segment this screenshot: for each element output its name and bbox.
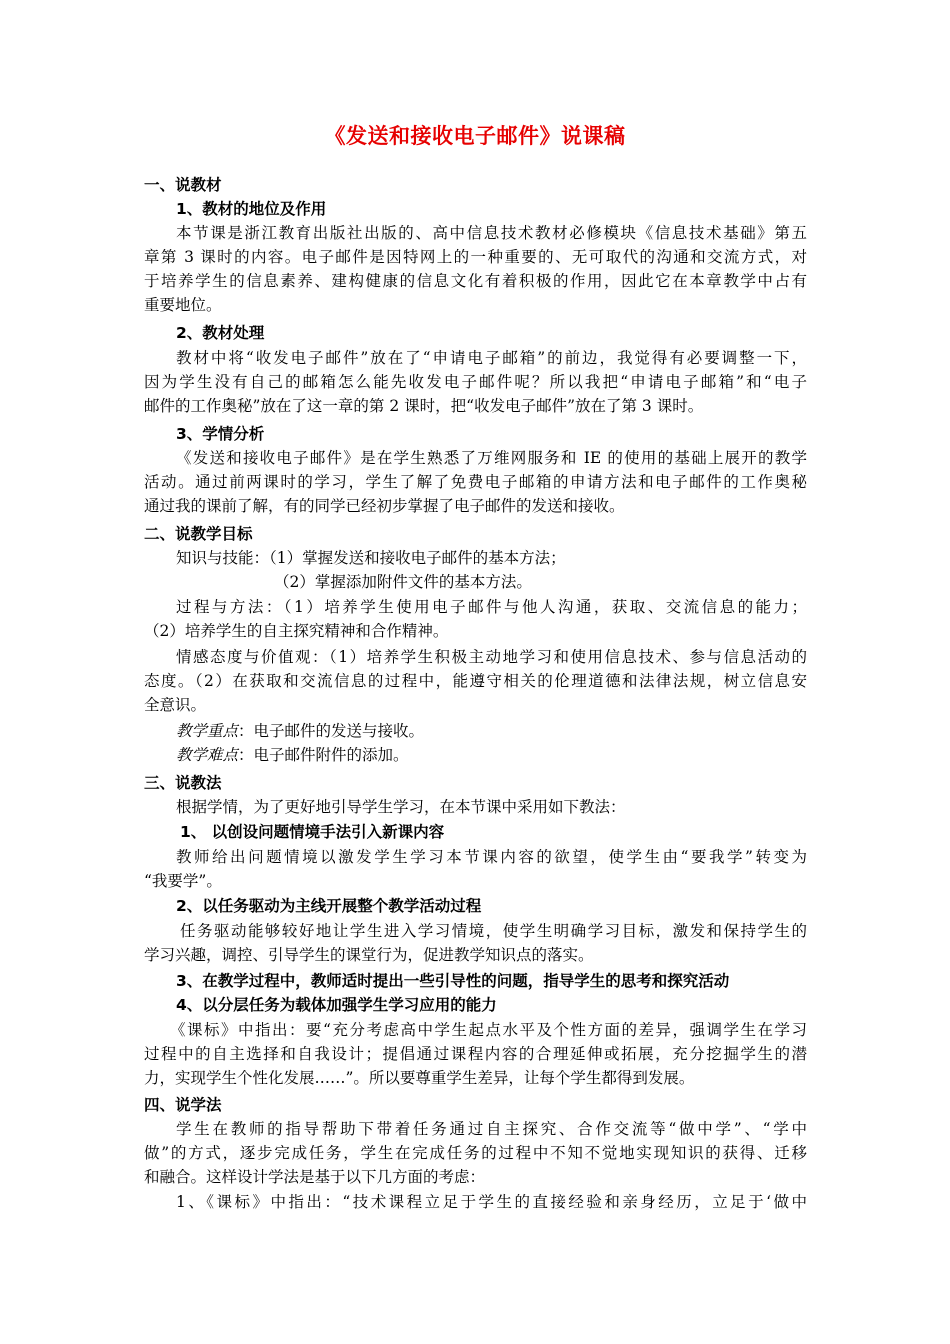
difficult-point-line — [176, 743, 409, 767]
objective-line: （2）掌握添加附件文件的基本方法。 — [274, 573, 532, 591]
objective-line: 过程与方法：（1）培养学生使用电子邮件与他人沟通，获取、交流信息的能力； — [176, 598, 807, 616]
paragraph-line: 1、《课标》中指出：“技术课程立足于学生的直接经验和亲身经历，立足于‘做中 — [176, 1193, 807, 1211]
paragraph-line: 力，实现学生个性化发展……”。所以要尊重学生差异，让每个学生都得到发展。 — [144, 1069, 695, 1087]
paragraph-line: 《课标》中指出：要“充分考虑高中学生起点水平及个性方面的差异，强调学生在学习 — [170, 1021, 807, 1039]
paragraph-line: 教师给出问题情境以激发学生学习本节课内容的欲望，使学生由“要我学”转变为 — [176, 848, 807, 866]
paragraph-line: 重要地位。 — [144, 296, 222, 314]
objective-line: 全意识。 — [144, 696, 207, 714]
key-point-label: 教学重点 — [176, 722, 239, 740]
key-point-text: ：电子邮件的发送与接收。 — [238, 722, 425, 740]
heading-section-2: 二、说教学目标 — [144, 525, 253, 543]
difficult-point-text: ：电子邮件附件的添加。 — [238, 746, 409, 764]
objective-line: （2）培养学生的自主探究精神和合作精神。 — [144, 622, 449, 640]
paragraph-line: 章第 3 课时的内容。电子邮件是因特网上的一种重要的、无可取代的沟通和交流方式，对 — [144, 248, 807, 266]
heading-section-1: 一、说教材 — [144, 176, 222, 194]
subheading-1-2: 2、教材处理 — [176, 324, 265, 342]
paragraph-line: 和融合。这样设计学法是基于以下几方面的考虑： — [144, 1168, 486, 1186]
subheading-3-1: 1、 以创设问题情境手法引入新课内容 — [180, 823, 445, 841]
heading-section-3: 三、说教法 — [144, 774, 222, 792]
subheading-1-1: 1、教材的地位及作用 — [176, 200, 327, 218]
paragraph-line: 通过我的课前了解，有的同学已经初步掌握了电子邮件的发送和接收。 — [144, 497, 625, 515]
paragraph-line: 教材中将“收发电子邮件”放在了“申请电子邮箱”的前边，我觉得有必要调整一下， — [176, 349, 807, 367]
paragraph-line: 活动。通过前两课时的学习，学生了解了免费电子邮箱的申请方法和电子邮件的工作奥秘 — [144, 473, 807, 491]
subheading-1-3: 3、学情分析 — [176, 425, 265, 443]
paragraph-line: 邮件的工作奥秘”放在了这一章的第 2 课时，把“收发电子邮件”放在了第 3 课时。 — [144, 397, 704, 415]
subheading-3-4: 4、以分层任务为载体加强学生学习应用的能力 — [176, 996, 497, 1014]
objective-line: 情感态度与价值观：（1）培养学生积极主动地学习和使用信息技术、参与信息活动的 — [176, 648, 807, 666]
paragraph-line: 《发送和接收电子邮件》是在学生熟悉了万维网服务和 IE 的使用的基础上展开的教学 — [176, 449, 807, 467]
paragraph-line: 做”的方式，逐步完成任务，学生在完成任务的过程中不知不觉地实现知识的获得、迁移 — [144, 1144, 807, 1162]
paragraph-line: 任务驱动能够较好地让学生进入学习情境，使学生明确学习目标，激发和保持学生的 — [180, 922, 807, 940]
paragraph-line: “我要学”。 — [144, 872, 222, 890]
objective-line: 知识与技能：（1）掌握发送和接收电子邮件的基本方法； — [176, 549, 566, 567]
subheading-3-3: 3、在教学过程中，教师适时提出一些引导性的问题，指导学生的思考和探究活动 — [176, 972, 730, 990]
document-title: 《发送和接收电子邮件》说课稿 — [324, 124, 626, 148]
objective-line: 态度。（2）在获取和交流信息的过程中，能遵守相关的伦理道德和法律法规，树立信息安 — [144, 672, 807, 690]
paragraph-line: 学习兴趣，调控、引导学生的课堂行为，促进教学知识点的落实。 — [144, 946, 594, 964]
paragraph-line: 过程中的自主选择和自我设计；提倡通过课程内容的合理延伸或拓展，充分挖掘学生的潜 — [144, 1045, 807, 1063]
subheading-3-2: 2、以任务驱动为主线开展整个教学活动过程 — [176, 897, 482, 915]
paragraph-line: 于培养学生的信息素养、建构健康的信息文化有着积极的作用，因此它在本章教学中占有 — [144, 272, 807, 290]
heading-section-4: 四、说学法 — [144, 1096, 222, 1114]
paragraph-line: 根据学情，为了更好地引导学生学习，在本节课中采用如下教法： — [176, 798, 626, 816]
paragraph-line: 本节课是浙江教育出版社出版的、高中信息技术教材必修模块《信息技术基础》第五 — [176, 224, 807, 242]
paragraph-line: 因为学生没有自己的邮箱怎么能先收发电子邮件呢？所以我把“申请电子邮箱”和“电子 — [144, 373, 807, 391]
paragraph-line: 学生在教师的指导帮助下带着任务通过自主探究、合作交流等“做中学”、“学中 — [176, 1120, 807, 1138]
key-point-line — [176, 719, 424, 743]
difficult-point-label: 教学难点 — [176, 746, 239, 764]
